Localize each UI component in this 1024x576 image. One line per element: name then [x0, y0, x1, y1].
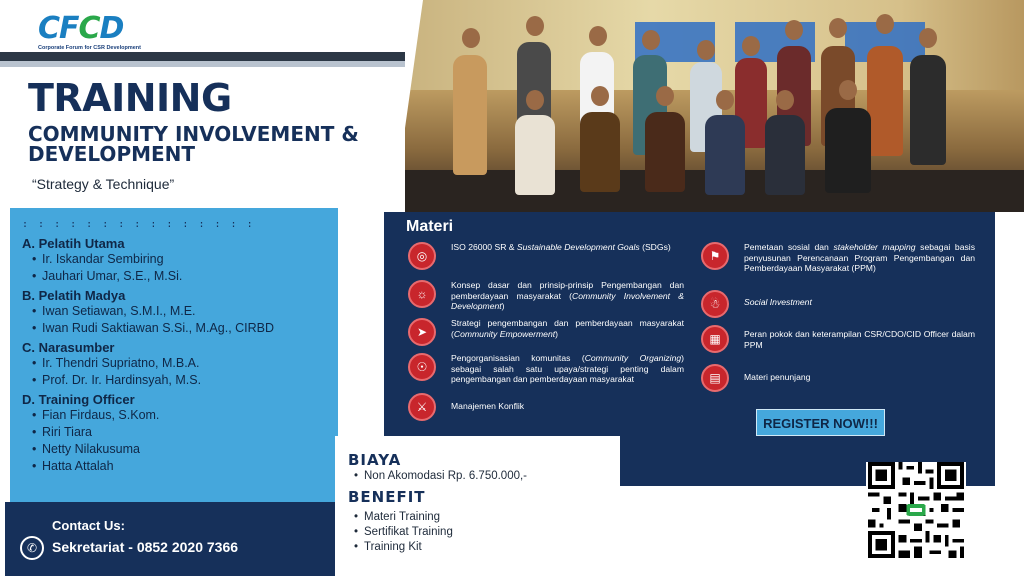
materi-item: ▤ Materi penunjang	[701, 364, 975, 392]
map-icon: ⚑	[701, 242, 729, 270]
contact-title: Contact Us:	[52, 518, 125, 533]
list-item: • Iwan Rudi Saktiawan S.Si., M.Ag., CIRBD	[32, 320, 326, 337]
list-item: • Training Kit	[354, 540, 453, 555]
list-item: • Materi Training	[354, 510, 453, 525]
materi-item: ☃ Social Investment	[701, 290, 975, 318]
tagline: “Strategy & Technique”	[32, 176, 175, 192]
trainer-group	[22, 392, 326, 475]
benefit-title: BENEFIT	[348, 488, 426, 506]
group-title: D. Training Officer	[22, 392, 135, 407]
group-title: B. Pelatih Madya	[22, 288, 126, 303]
cfcd-logo	[38, 11, 148, 51]
register-button[interactable]: REGISTER NOW!!!	[756, 409, 885, 436]
page-subtitle: COMMUNITY INVOLVEMENT & DEVELOPMENT	[28, 122, 359, 166]
list-item: • Iwan Setiawan, S.M.I., M.E.	[32, 303, 326, 320]
benefit-list	[354, 510, 453, 555]
list-item: • Sertifikat Training	[354, 525, 453, 540]
conflict-icon: ⚔	[408, 393, 436, 421]
materi-item: ☉ Pengorganisasian komunitas (Community Organizing) sebagai salah satu upaya/strategi penting dalam pengembangan dan pemberdayaan masyarakat	[408, 353, 684, 385]
materi-item: ▦ Peran pokok dan keterampilan CSR/CDO/CID Officer dalam PPM	[701, 325, 975, 353]
group-title: C. Narasumber	[22, 340, 115, 355]
list-item: • Ir. Thendri Supriatno, M.B.A.	[32, 355, 326, 372]
community-icon: ☉	[408, 353, 436, 381]
page-title: TRAINING	[28, 76, 232, 120]
list-item: • Netty Nilakusuma	[32, 441, 326, 458]
materi-item: ⚑ Pemetaan sosial dan stakeholder mapping sebagai basis penyusunan Perencanaan Program Pengembangan dan Pemberdayaan Masyarakat (PPM)	[701, 242, 975, 274]
trainer-group	[22, 340, 326, 389]
materi-item: ☼ Konsep dasar dan prinsip-prinsip Pengembangan dan pemberdayaan masyarakat (Community Involvement & Development)	[408, 280, 684, 312]
group-photo	[405, 0, 1024, 212]
logo-tagline: Corporate Forum for CSR Development	[38, 45, 141, 51]
investment-icon: ☃	[701, 290, 729, 318]
list-item: • Hatta Attalah	[32, 458, 326, 475]
logo-mark: CFCD	[38, 11, 124, 46]
trainer-group	[22, 236, 326, 285]
officer-icon: ▦	[701, 325, 729, 353]
list-item: • Fian Firdaus, S.Kom.	[32, 407, 326, 424]
materi-item: ⚔ Manajemen Konflik	[408, 393, 684, 421]
biaya-value: • Non Akomodasi Rp. 6.750.000,-	[354, 470, 1024, 482]
list-item: • Riri Tiara	[32, 424, 326, 441]
trainer-panel	[10, 208, 338, 504]
trainer-group	[22, 288, 326, 337]
header-bar-accent	[0, 61, 410, 67]
qr-code-graphic	[866, 462, 966, 558]
qr-code-icon[interactable]	[866, 462, 966, 558]
list-item: • Prof. Dr. Ir. Hardinsyah, M.S.	[32, 372, 326, 389]
document-icon: ▤	[701, 364, 729, 392]
materi-item: ◎ ISO 26000 SR & Sustainable Development Goals (SDGs)	[408, 242, 684, 270]
phone-icon: ✆	[20, 536, 44, 560]
target-icon: ◎	[408, 242, 436, 270]
materi-item: ➤ Strategi pengembangan dan pemberdayaan masyarakat (Community Empowerment)	[408, 318, 684, 346]
materi-title: Materi	[406, 218, 454, 235]
dot-decoration: : : : : : : : : : : : : : : :	[22, 219, 255, 230]
list-item: • Jauhari Umar, S.E., M.Si.	[32, 268, 326, 285]
header-bar	[0, 52, 430, 61]
rocket-icon: ➤	[408, 318, 436, 346]
contact-phone[interactable]: Sekretariat - 0852 2020 7366	[52, 539, 239, 555]
biaya-title: BIAYA	[348, 451, 402, 469]
list-item: • Ir. Iskandar Sembiring	[32, 251, 326, 268]
group-title: A. Pelatih Utama	[22, 236, 125, 251]
lightbulb-icon: ☼	[408, 280, 436, 308]
